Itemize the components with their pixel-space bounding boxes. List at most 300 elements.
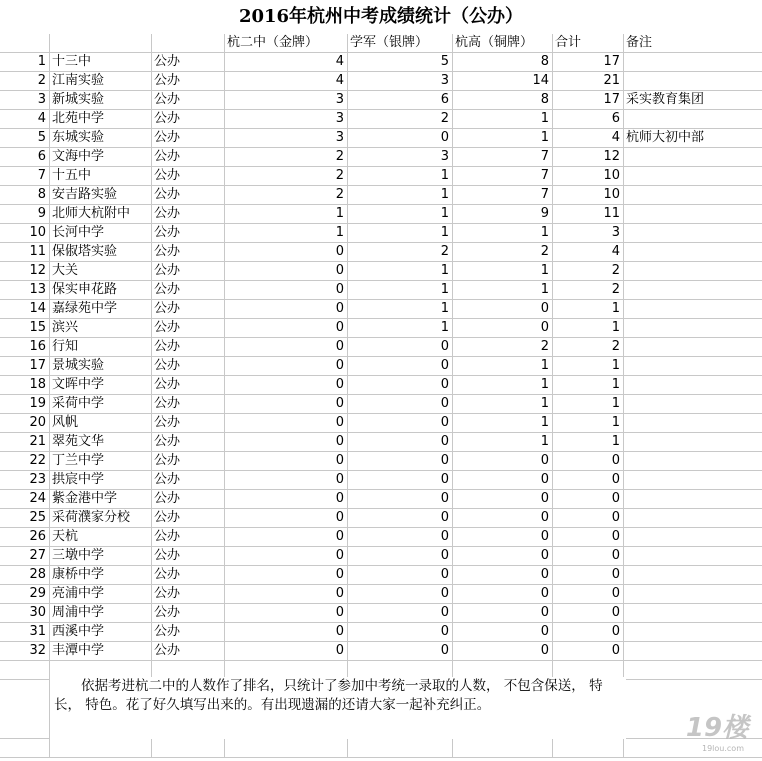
total-count-cell[interactable]: 2 [553,262,624,281]
school-name-cell[interactable]: 北师大杭附中 [50,205,152,224]
total-count-cell[interactable]: 1 [553,414,624,433]
xuejun-count-cell[interactable]: 2 [348,110,453,129]
row-number-cell[interactable]: 1 [0,53,50,72]
hanggao-count-cell[interactable]: 0 [453,509,553,528]
hangerzhong-count-cell[interactable]: 1 [225,224,348,243]
school-name-cell[interactable]: 三墩中学 [50,547,152,566]
total-count-cell[interactable]: 1 [553,319,624,338]
hanggao-count-cell[interactable]: 1 [453,395,553,414]
table-row [0,72,762,91]
total-count-cell[interactable]: 10 [553,186,624,205]
hangerzhong-count-cell[interactable]: 0 [225,376,348,395]
xuejun-count-cell[interactable]: 0 [348,566,453,585]
row-number-cell[interactable]: 19 [0,395,50,414]
row-number-cell[interactable]: 24 [0,490,50,509]
school-type-cell[interactable]: 公办 [152,395,225,414]
xuejun-count-cell[interactable]: 0 [348,452,453,471]
school-type-cell[interactable]: 公办 [152,642,225,661]
school-name-cell[interactable]: 安吉路实验 [50,186,152,205]
school-name-cell[interactable]: 景城实验 [50,357,152,376]
hanggao-count-cell[interactable]: 1 [453,262,553,281]
row-number-cell[interactable]: 4 [0,110,50,129]
remark-cell[interactable] [624,604,762,623]
row-number-cell[interactable]: 27 [0,547,50,566]
school-type-cell[interactable]: 公办 [152,148,225,167]
total-count-cell[interactable]: 12 [553,148,624,167]
table-row [0,319,762,338]
school-type-cell[interactable]: 公办 [152,110,225,129]
hangerzhong-count-cell[interactable]: 杭二中（金牌） [225,34,348,53]
xuejun-count-cell[interactable]: 1 [348,224,453,243]
total-count-cell[interactable]: 10 [553,167,624,186]
hangerzhong-count-cell[interactable]: 2 [225,148,348,167]
hanggao-count-cell[interactable]: 0 [453,623,553,642]
xuejun-count-cell[interactable]: 1 [348,167,453,186]
xuejun-count-cell[interactable]: 3 [348,72,453,91]
xuejun-count-cell[interactable]: 0 [348,547,453,566]
row-number-cell[interactable]: 10 [0,224,50,243]
total-count-cell[interactable]: 0 [553,528,624,547]
header-row [0,34,762,53]
school-type-cell[interactable]: 公办 [152,604,225,623]
hangerzhong-count-cell[interactable]: 0 [225,585,348,604]
table-row [0,566,762,585]
row-number-cell[interactable]: 11 [0,243,50,262]
hangerzhong-count-cell[interactable]: 1 [225,205,348,224]
xuejun-count-cell[interactable]: 0 [348,642,453,661]
hangerzhong-count-cell[interactable]: 0 [225,623,348,642]
total-count-cell[interactable]: 2 [553,281,624,300]
school-type-cell[interactable]: 公办 [152,376,225,395]
xuejun-count-cell[interactable]: 0 [348,490,453,509]
school-type-cell[interactable]: 公办 [152,528,225,547]
remark-cell[interactable] [624,528,762,547]
hanggao-count-cell[interactable]: 杭高（铜牌） [453,34,553,53]
hangerzhong-count-cell[interactable]: 0 [225,395,348,414]
table-row [0,471,762,490]
total-count-cell[interactable]: 0 [553,566,624,585]
row-number-cell[interactable]: 2 [0,72,50,91]
school-type-cell[interactable]: 公办 [152,490,225,509]
table-row [0,509,762,528]
table-row [0,300,762,319]
row-number-cell[interactable]: 13 [0,281,50,300]
xuejun-count-cell[interactable]: 1 [348,300,453,319]
total-count-cell[interactable]: 1 [553,395,624,414]
school-type-cell[interactable]: 公办 [152,53,225,72]
xuejun-count-cell[interactable]: 0 [348,376,453,395]
hangerzhong-count-cell[interactable]: 0 [225,243,348,262]
total-count-cell[interactable]: 17 [553,53,624,72]
hanggao-count-cell[interactable]: 0 [453,642,553,661]
remark-cell[interactable] [624,281,762,300]
xuejun-count-cell[interactable]: 2 [348,243,453,262]
hangerzhong-count-cell[interactable]: 3 [225,129,348,148]
school-type-cell[interactable]: 公办 [152,281,225,300]
row-number-cell[interactable]: 12 [0,262,50,281]
remark-cell[interactable] [624,547,762,566]
remark-cell[interactable] [624,433,762,452]
table-row [0,414,762,433]
xuejun-count-cell[interactable]: 0 [348,623,453,642]
hanggao-count-cell[interactable]: 1 [453,414,553,433]
total-count-cell[interactable]: 6 [553,110,624,129]
remark-cell[interactable]: 采实教育集团 [624,91,762,110]
hanggao-count-cell[interactable]: 0 [453,604,553,623]
table-row [0,167,762,186]
hangerzhong-count-cell[interactable]: 0 [225,300,348,319]
hangerzhong-count-cell[interactable]: 0 [225,547,348,566]
row-number-cell[interactable]: 28 [0,566,50,585]
school-name-cell[interactable]: 周浦中学 [50,604,152,623]
hanggao-count-cell[interactable]: 2 [453,243,553,262]
total-count-cell[interactable]: 0 [553,585,624,604]
total-count-cell[interactable]: 21 [553,72,624,91]
hanggao-count-cell[interactable]: 0 [453,566,553,585]
xuejun-count-cell[interactable]: 0 [348,338,453,357]
school-name-cell[interactable]: 十五中 [50,167,152,186]
hangerzhong-count-cell[interactable]: 4 [225,53,348,72]
remark-cell[interactable] [624,566,762,585]
school-type-cell[interactable] [152,34,225,53]
remark-cell[interactable] [624,224,762,243]
hanggao-count-cell[interactable]: 0 [453,319,553,338]
row-number-cell[interactable]: 5 [0,129,50,148]
xuejun-count-cell[interactable]: 0 [348,604,453,623]
note-left-cell [0,677,50,739]
school-name-cell[interactable] [50,34,152,53]
school-name-cell[interactable]: 嘉绿苑中学 [50,300,152,319]
remark-cell[interactable] [624,110,762,129]
table-row [0,395,762,414]
school-name-cell[interactable]: 康桥中学 [50,566,152,585]
remark-cell[interactable] [624,319,762,338]
row-number-cell[interactable]: 30 [0,604,50,623]
row-number-cell[interactable]: 7 [0,167,50,186]
hangerzhong-count-cell[interactable]: 3 [225,91,348,110]
hanggao-count-cell[interactable]: 1 [453,433,553,452]
total-count-cell[interactable]: 0 [553,642,624,661]
total-count-cell[interactable]: 1 [553,357,624,376]
school-name-cell[interactable]: 亮浦中学 [50,585,152,604]
remark-cell[interactable] [624,623,762,642]
table-row [0,243,762,262]
school-name-cell[interactable]: 风帆 [50,414,152,433]
table-row [0,91,762,110]
hanggao-count-cell[interactable]: 7 [453,148,553,167]
site-watermark-logo: 19楼 19lou.com [685,712,749,753]
table-row [0,452,762,471]
hangerzhong-count-cell[interactable]: 0 [225,452,348,471]
remark-cell[interactable] [624,585,762,604]
school-name-cell[interactable]: 北苑中学 [50,110,152,129]
hanggao-count-cell[interactable]: 0 [453,585,553,604]
remark-cell[interactable] [624,72,762,91]
xuejun-count-cell[interactable]: 1 [348,319,453,338]
remark-cell[interactable] [624,243,762,262]
school-type-cell[interactable]: 公办 [152,72,225,91]
remark-cell[interactable] [624,357,762,376]
empty-row [0,739,762,758]
hangerzhong-count-cell[interactable]: 0 [225,528,348,547]
hangerzhong-count-cell[interactable]: 0 [225,604,348,623]
total-count-cell[interactable]: 17 [553,91,624,110]
remark-cell[interactable] [624,300,762,319]
row-number-cell[interactable]: 20 [0,414,50,433]
hangerzhong-count-cell[interactable]: 0 [225,319,348,338]
hanggao-count-cell[interactable]: 1 [453,129,553,148]
remark-cell[interactable] [624,205,762,224]
school-name-cell[interactable]: 文晖中学 [50,376,152,395]
school-type-cell[interactable]: 公办 [152,319,225,338]
table-row [0,376,762,395]
school-name-cell[interactable]: 新城实验 [50,91,152,110]
table-row [0,528,762,547]
hanggao-count-cell[interactable]: 8 [453,91,553,110]
row-number-cell[interactable]: 32 [0,642,50,661]
row-number-cell[interactable] [0,34,50,53]
table-row [0,281,762,300]
school-type-cell[interactable]: 公办 [152,414,225,433]
xuejun-count-cell[interactable]: 3 [348,148,453,167]
school-type-cell[interactable]: 公办 [152,224,225,243]
remark-cell[interactable] [624,452,762,471]
hangerzhong-count-cell[interactable]: 0 [225,566,348,585]
school-type-cell[interactable]: 公办 [152,91,225,110]
row-number-cell[interactable]: 18 [0,376,50,395]
xuejun-count-cell[interactable]: 0 [348,129,453,148]
school-type-cell[interactable]: 公办 [152,471,225,490]
table-row [0,186,762,205]
total-count-cell[interactable]: 11 [553,205,624,224]
hangerzhong-count-cell[interactable]: 0 [225,281,348,300]
table-row [0,642,762,661]
remark-cell[interactable] [624,642,762,661]
xuejun-count-cell[interactable]: 1 [348,281,453,300]
school-name-cell[interactable]: 天杭 [50,528,152,547]
remark-cell[interactable] [624,490,762,509]
hangerzhong-count-cell[interactable]: 3 [225,110,348,129]
xuejun-count-cell[interactable]: 0 [348,509,453,528]
total-count-cell[interactable]: 合计 [553,34,624,53]
hangerzhong-count-cell[interactable]: 0 [225,433,348,452]
remark-cell[interactable] [624,167,762,186]
row-number-cell[interactable]: 6 [0,148,50,167]
school-type-cell[interactable]: 公办 [152,243,225,262]
row-number-cell[interactable]: 21 [0,433,50,452]
hangerzhong-count-cell[interactable]: 0 [225,357,348,376]
remark-cell[interactable] [624,53,762,72]
school-name-cell[interactable]: 行知 [50,338,152,357]
table-row [0,547,762,566]
hanggao-count-cell[interactable]: 1 [453,281,553,300]
school-name-cell[interactable]: 东城实验 [50,129,152,148]
table-row [0,623,762,642]
total-count-cell[interactable]: 0 [553,623,624,642]
school-name-cell[interactable]: 大关 [50,262,152,281]
school-type-cell[interactable]: 公办 [152,509,225,528]
hanggao-count-cell[interactable]: 1 [453,376,553,395]
total-count-cell[interactable]: 3 [553,224,624,243]
remark-cell[interactable] [624,414,762,433]
school-name-cell[interactable]: 滨兴 [50,319,152,338]
hangerzhong-count-cell[interactable]: 0 [225,262,348,281]
school-type-cell[interactable]: 公办 [152,262,225,281]
school-type-cell[interactable]: 公办 [152,433,225,452]
hangerzhong-count-cell[interactable]: 0 [225,338,348,357]
row-number-cell[interactable]: 25 [0,509,50,528]
total-count-cell[interactable]: 0 [553,490,624,509]
total-count-cell[interactable]: 0 [553,452,624,471]
total-count-cell[interactable]: 1 [553,376,624,395]
remark-cell[interactable] [624,262,762,281]
school-name-cell[interactable]: 翠苑文华 [50,433,152,452]
hanggao-count-cell[interactable]: 0 [453,528,553,547]
row-number-cell[interactable]: 17 [0,357,50,376]
hanggao-count-cell[interactable]: 1 [453,357,553,376]
hangerzhong-count-cell[interactable]: 0 [225,642,348,661]
hanggao-count-cell[interactable]: 0 [453,452,553,471]
remark-cell[interactable] [624,338,762,357]
xuejun-count-cell[interactable]: 0 [348,357,453,376]
hanggao-count-cell[interactable]: 14 [453,72,553,91]
school-name-cell[interactable]: 长河中学 [50,224,152,243]
row-number-cell[interactable]: 8 [0,186,50,205]
row-number-cell[interactable]: 22 [0,452,50,471]
table-row [0,604,762,623]
total-count-cell[interactable]: 1 [553,300,624,319]
xuejun-count-cell[interactable]: 0 [348,414,453,433]
hanggao-count-cell[interactable]: 0 [453,490,553,509]
row-number-cell[interactable]: 3 [0,91,50,110]
school-type-cell[interactable]: 公办 [152,205,225,224]
table-row [0,338,762,357]
school-name-cell[interactable]: 江南实验 [50,72,152,91]
remark-cell[interactable] [624,509,762,528]
row-number-cell[interactable]: 16 [0,338,50,357]
total-count-cell[interactable]: 1 [553,433,624,452]
hanggao-count-cell[interactable]: 7 [453,167,553,186]
table-row [0,357,762,376]
row-number-cell[interactable]: 14 [0,300,50,319]
row-number-cell[interactable]: 23 [0,471,50,490]
school-name-cell[interactable]: 采荷中学 [50,395,152,414]
school-name-cell[interactable]: 保实申花路 [50,281,152,300]
school-name-cell[interactable]: 文海中学 [50,148,152,167]
total-count-cell[interactable]: 4 [553,243,624,262]
table-row [0,433,762,452]
xuejun-count-cell[interactable]: 1 [348,205,453,224]
school-name-cell[interactable]: 采荷濮家分校 [50,509,152,528]
school-name-cell[interactable]: 丁兰中学 [50,452,152,471]
school-type-cell[interactable]: 公办 [152,623,225,642]
hanggao-count-cell[interactable]: 1 [453,110,553,129]
school-type-cell[interactable]: 公办 [152,338,225,357]
row-number-cell[interactable]: 15 [0,319,50,338]
remark-cell[interactable]: 杭师大初中部 [624,129,762,148]
total-count-cell[interactable]: 0 [553,604,624,623]
remark-cell[interactable] [624,376,762,395]
hangerzhong-count-cell[interactable]: 4 [225,72,348,91]
xuejun-count-cell[interactable]: 0 [348,433,453,452]
table-row [0,224,762,243]
hanggao-count-cell[interactable]: 8 [453,53,553,72]
school-name-cell[interactable]: 保俶塔实验 [50,243,152,262]
total-count-cell[interactable]: 4 [553,129,624,148]
row-number-cell[interactable]: 31 [0,623,50,642]
total-count-cell[interactable]: 0 [553,547,624,566]
total-count-cell[interactable]: 2 [553,338,624,357]
table-row [0,490,762,509]
table-row [0,110,762,129]
row-number-cell[interactable]: 29 [0,585,50,604]
school-type-cell[interactable]: 公办 [152,566,225,585]
school-type-cell[interactable]: 公办 [152,452,225,471]
row-number-cell[interactable]: 9 [0,205,50,224]
hangerzhong-count-cell[interactable]: 0 [225,414,348,433]
remark-cell[interactable] [624,148,762,167]
remark-cell[interactable] [624,471,762,490]
school-type-cell[interactable]: 公办 [152,585,225,604]
hanggao-count-cell[interactable]: 0 [453,300,553,319]
school-type-cell[interactable]: 公办 [152,167,225,186]
note-text: 依据考进杭二中的人数作了排名，只统计了参加中考统一录取的人数， 不包含保送， 特长， 特色。花了好久填写出来的。有出现遗漏的还请大家一起补充纠正。 [50,677,626,739]
xuejun-count-cell[interactable]: 1 [348,186,453,205]
hanggao-count-cell[interactable]: 1 [453,224,553,243]
hangerzhong-count-cell[interactable]: 2 [225,167,348,186]
hangerzhong-count-cell[interactable]: 0 [225,509,348,528]
school-name-cell[interactable]: 丰潭中学 [50,642,152,661]
hanggao-count-cell[interactable]: 0 [453,471,553,490]
hangerzhong-count-cell[interactable]: 0 [225,471,348,490]
xuejun-count-cell[interactable]: 5 [348,53,453,72]
remark-cell[interactable] [624,395,762,414]
hangerzhong-count-cell[interactable]: 0 [225,490,348,509]
school-name-cell[interactable]: 紫金港中学 [50,490,152,509]
table-row [0,53,762,72]
row-number-cell[interactable]: 26 [0,528,50,547]
school-name-cell[interactable]: 西溪中学 [50,623,152,642]
school-type-cell[interactable]: 公办 [152,129,225,148]
xuejun-count-cell[interactable]: 学军（银牌） [348,34,453,53]
table-row [0,205,762,224]
xuejun-count-cell[interactable]: 6 [348,91,453,110]
school-name-cell[interactable]: 十三中 [50,53,152,72]
school-type-cell[interactable]: 公办 [152,300,225,319]
hanggao-count-cell[interactable]: 2 [453,338,553,357]
hangerzhong-count-cell[interactable]: 2 [225,186,348,205]
school-name-cell[interactable]: 拱宸中学 [50,471,152,490]
school-type-cell[interactable]: 公办 [152,357,225,376]
table-row [0,148,762,167]
hanggao-count-cell[interactable]: 9 [453,205,553,224]
hanggao-count-cell[interactable]: 7 [453,186,553,205]
sheet-title: 2016年杭州中考成绩统计（公办） [238,6,524,27]
xuejun-count-cell[interactable]: 0 [348,395,453,414]
xuejun-count-cell[interactable]: 0 [348,471,453,490]
total-count-cell[interactable]: 0 [553,509,624,528]
remark-cell[interactable]: 备注 [624,34,762,53]
remark-cell[interactable] [624,186,762,205]
xuejun-count-cell[interactable]: 1 [348,262,453,281]
hanggao-count-cell[interactable]: 0 [453,547,553,566]
xuejun-count-cell[interactable]: 0 [348,528,453,547]
school-type-cell[interactable]: 公办 [152,547,225,566]
table-row [0,262,762,281]
total-count-cell[interactable]: 0 [553,471,624,490]
school-type-cell[interactable]: 公办 [152,186,225,205]
xuejun-count-cell[interactable]: 0 [348,585,453,604]
